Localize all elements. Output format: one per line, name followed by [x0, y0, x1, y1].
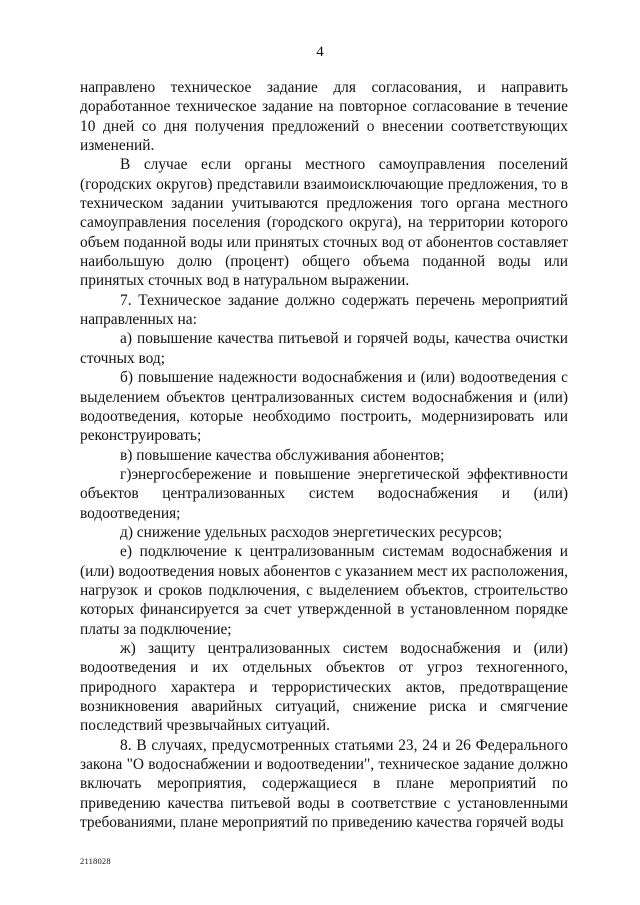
- paragraph-item-8: 8. В случаях, предусмотренных статьями 23, 24 и 26 Федерального закона "О водоснабжении и водоотведении", техническое задание должно включать мероприятия, содержащиеся в плане мероприятий по приведению качества питьевой воды в соответствие с установленными требованиями, плане мероприятий по приведению качества горячей воды: [80, 736, 568, 832]
- paragraph-conflicting-proposals: В случае если органы местного самоуправления поселений (городских округов) представили взаимоисключающие предложения, то в техническом задании учитываются предложения того органа местного самоуправления поселения (городского округа), на территории которого объем поданной воды или принятых сточных вод от абонентов составляет наибольшую долю (процент) общего объема поданной воды или принятых сточных вод в натуральном выражении.: [80, 156, 568, 290]
- document-body: [80, 78, 568, 832]
- list-item-zh: ж) защиту централизованных систем водоснабжения и (или) водоотведения и их отдельных объектов от угроз техногенного, природного характера и террористических актов, предотвращение возникновения аварийных ситуаций, снижение риска и смягчение последствий чрезвычайных ситуаций.: [80, 639, 568, 735]
- list-item-b: б) повышение надежности водоснабжения и (или) водоотведения с выделением объектов централизованных систем водоснабжения и (или) водоотведения, которые необходимо построить, модернизировать или реконструировать;: [80, 369, 568, 445]
- document-code: 2118028: [80, 856, 111, 866]
- list-item-e: е) подключение к централизованным системам водоснабжения и (или) водоотведения новых абонентов с указанием мест их расположения, нагрузок и сроков подключения, с выделением объектов, строительство которых финансируется за счет утвержденной в установленном порядке платы за подключение;: [80, 543, 568, 638]
- paragraph-item-7: 7. Техническое задание должно содержать перечень мероприятий направленных на:: [80, 291, 568, 329]
- list-item-g: г)энергосбережение и повышение энергетической эффективности объектов централизованных систем водоснабжения и (или) водоотведения;: [80, 465, 568, 522]
- page-number: 4: [316, 44, 324, 60]
- list-item-d: д) снижение удельных расходов энергетических ресурсов;: [120, 523, 503, 541]
- list-item-a: а) повышение качества питьевой и горячей воды, качества очистки сточных вод;: [80, 330, 568, 367]
- list-item-v: в) повышение качества обслуживания абонентов;: [120, 446, 445, 464]
- paragraph-continuation: направлено техническое задание для согласования, и направить доработанное техническое задание на повторное согласование в течение 10 дней со дня получения предложений о внесении соответствующих изменений.: [80, 79, 568, 155]
